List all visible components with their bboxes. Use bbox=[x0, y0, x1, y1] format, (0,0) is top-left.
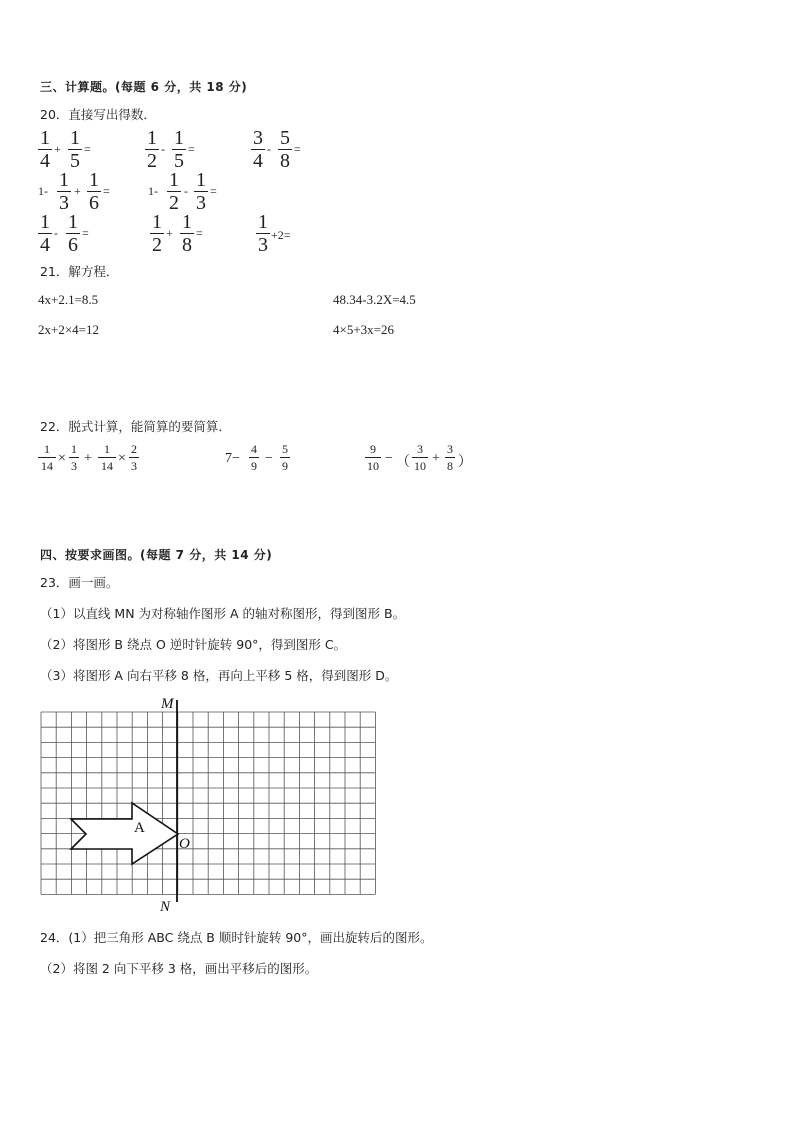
q23-prompt: 23．画一画。 bbox=[40, 575, 119, 590]
q24-step-2: （2）将图 2 向下平移 3 格，画出平移后的图形。 bbox=[40, 961, 318, 976]
fraction: 1 6 bbox=[89, 169, 99, 214]
q24-step-1: 24．(1）把三角形 ABC 绕点 B 顺时针旋转 90°，画出旋转后的图形。 bbox=[40, 930, 433, 945]
label-n: N bbox=[160, 899, 171, 914]
operator: + bbox=[54, 142, 61, 156]
label-a: A bbox=[134, 820, 145, 836]
fraction: 9 10 bbox=[367, 442, 379, 473]
q23-step-2: （2）将图形 B 绕点 O 逆时针旋转 90°，得到图形 C。 bbox=[40, 637, 347, 652]
operator: × bbox=[118, 451, 126, 466]
equals: = bbox=[82, 226, 89, 240]
q20-prompt: 20．直接写出得数． bbox=[40, 107, 156, 122]
q21-prompt: 21．解方程． bbox=[40, 264, 119, 279]
fraction: 4 9 bbox=[251, 442, 257, 473]
fraction: 1 5 bbox=[70, 127, 80, 172]
equation-4: 4×5+3x=26 bbox=[333, 322, 394, 337]
q22-prompt: 22．脱式计算，能简算的要简算． bbox=[40, 419, 231, 434]
lead-term: 7− bbox=[225, 451, 240, 466]
equation-1: 4x+2.1=8.5 bbox=[38, 292, 99, 307]
equation-2: 48.34-3.2X=4.5 bbox=[333, 292, 416, 307]
operator: - bbox=[54, 226, 58, 240]
fraction: 1 2 bbox=[152, 211, 162, 256]
operator: + bbox=[166, 226, 173, 240]
fraction: 3 8 bbox=[447, 442, 453, 473]
fraction: 1 8 bbox=[182, 211, 192, 256]
equals: = bbox=[210, 184, 217, 198]
section-3-title: 三、计算题。(每题 6 分，共 18 分) bbox=[40, 80, 248, 94]
section-4-title: 四、按要求画图。(每题 7 分，共 14 分) bbox=[40, 548, 273, 562]
grid-lines bbox=[41, 712, 375, 894]
fraction: 1 14 bbox=[38, 442, 56, 473]
fraction: 3 4 bbox=[253, 127, 263, 172]
fraction: 5 9 bbox=[282, 442, 288, 473]
figure-a-arrow bbox=[71, 803, 178, 864]
lead-term: 1- bbox=[38, 184, 48, 198]
fraction: 3 10 bbox=[414, 442, 426, 473]
label-m: M bbox=[161, 696, 174, 712]
operator: × bbox=[58, 451, 66, 466]
operator: + bbox=[432, 451, 440, 466]
fraction: 1 3 bbox=[59, 169, 69, 214]
fraction: 1 3 bbox=[196, 169, 206, 214]
equals: = bbox=[103, 184, 110, 198]
right-paren: ） bbox=[458, 455, 472, 470]
fraction: 1 4 bbox=[40, 127, 50, 172]
operator: + bbox=[84, 451, 92, 466]
fraction: 1 3 bbox=[258, 211, 268, 256]
operator: + bbox=[74, 184, 81, 198]
q23-grid-figure bbox=[30, 692, 390, 914]
fraction: 1 3 bbox=[71, 442, 77, 473]
fraction: 1 14 bbox=[98, 442, 116, 473]
operator: − bbox=[385, 451, 393, 466]
fraction: 1 5 bbox=[174, 127, 184, 172]
lead-term: 1- bbox=[148, 184, 158, 198]
operator: - bbox=[161, 142, 165, 156]
operator: - bbox=[184, 184, 188, 198]
label-o: O bbox=[179, 836, 190, 852]
equals: = bbox=[196, 226, 203, 240]
equals: = bbox=[84, 142, 91, 156]
fraction: 5 8 bbox=[280, 127, 290, 172]
fraction: 1 4 bbox=[40, 211, 50, 256]
operator: - bbox=[267, 142, 271, 156]
equals: = bbox=[294, 142, 301, 156]
fraction: 2 3 bbox=[131, 442, 137, 473]
tail-term: +2= bbox=[271, 228, 291, 242]
fraction: 1 6 bbox=[68, 211, 78, 256]
q23-step-3: （3）将图形 A 向右平移 8 格，再向上平移 5 格，得到图形 D。 bbox=[40, 668, 398, 683]
equation-3: 2x+2×4=12 bbox=[38, 322, 99, 337]
fraction: 1 2 bbox=[169, 169, 179, 214]
equals: = bbox=[188, 142, 195, 156]
operator: − bbox=[265, 451, 273, 466]
q23-step-1: （1）以直线 MN 为对称轴作图形 A 的轴对称图形，得到图形 B。 bbox=[40, 606, 406, 621]
left-paren: （ bbox=[396, 455, 410, 470]
fraction: 1 2 bbox=[147, 127, 157, 172]
